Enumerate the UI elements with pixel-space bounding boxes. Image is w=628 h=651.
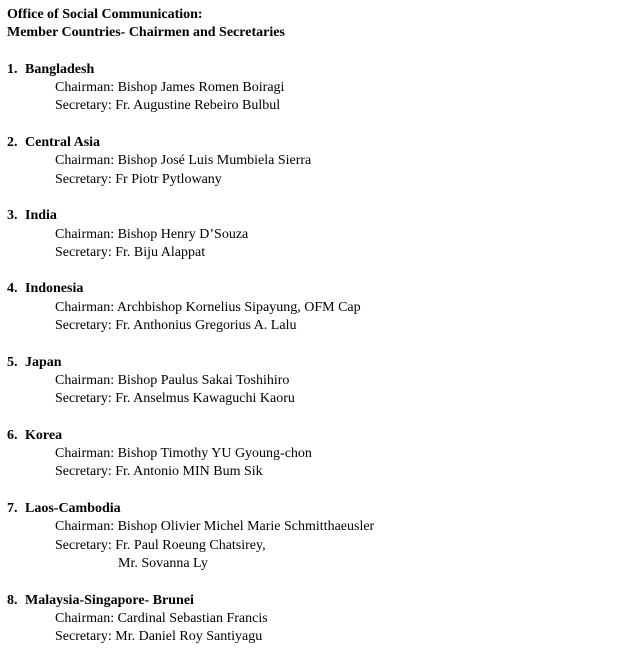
entry-number: 1. [7,61,18,77]
document-title [7,6,618,43]
entry-number: 7. [7,501,18,517]
entry-malaysia-singapore-brunei [7,592,618,647]
entry-country: Central Asia [25,135,101,151]
entry-heading [7,592,618,610]
secretary-line: Secretary: Fr Piotr Pytlowany [55,171,222,187]
chairman-line: Chairman: Bishop Paulus Sakai Toshihiro [55,372,290,388]
entry-korea [7,427,618,482]
entry-country: Bangladesh [25,61,95,77]
entry-country: Indonesia [25,281,84,297]
chairman-line: Chairman: Bishop Henry D’Souza [55,226,249,242]
secretary-line: Secretary: Fr. Augustine Rebeiro Bulbul [55,98,281,114]
chairman-line: Chairman: Archbishop Kornelius Sipayung, OFM Cap [55,299,361,315]
entry-country: India [25,208,57,224]
secretary-line: Secretary: Fr. Biju Alappat [55,244,206,260]
entry-number: 5. [7,354,18,370]
entry-country: Japan [25,354,62,370]
entry-heading [7,134,618,152]
entry-country: Laos-Cambodia [25,501,121,517]
secretary-line: Secretary: Fr. Antonio MIN Bum Sik [55,464,263,480]
chairman-line: Chairman: Bishop James Romen Boiragi [55,80,285,96]
entry-heading [7,354,618,372]
secretary-line: Secretary: Fr. Anthonius Gregorius A. Lalu [55,318,297,334]
chairman-line: Chairman: Cardinal Sebastian Francis [55,610,268,626]
secretary-line: Secretary: Fr. Anselmus Kawaguchi Kaoru [55,391,295,407]
entry-country: Malaysia-Singapore- Brunei [25,592,194,608]
entry-indonesia [7,280,618,335]
title-line-2: Member Countries- Chairmen and Secretaries [7,25,285,41]
title-line-1: Office of Social Communication: [7,7,203,22]
chairman-line: Chairman: Bishop Timothy YU Gyoung-chon [55,446,312,462]
entry-country: Korea [25,427,63,443]
entry-india [7,207,618,262]
entry-number: 2. [7,135,18,151]
entry-heading [7,280,618,298]
secretary-line: Secretary: Mr. Daniel Roy Santiyagu [55,629,263,645]
entry-japan [7,354,618,409]
chairman-line: Chairman: Bishop Olivier Michel Marie Schmitthaeusler [55,519,375,535]
entry-number: 8. [7,592,18,608]
entry-number: 4. [7,281,18,297]
entry-heading [7,500,618,518]
entry-bangladesh [7,61,618,116]
entry-number: 3. [7,208,18,224]
entry-number: 6. [7,427,18,443]
entry-heading [7,427,618,445]
entry-heading [7,61,618,79]
chairman-line: Chairman: Bishop José Luis Mumbiela Sierra [55,153,312,169]
entry-heading [7,207,618,225]
secretary-line-continuation: Mr. Sovanna Ly [118,555,208,571]
entry-laos-cambodia [7,500,618,573]
secretary-line: Secretary: Fr. Paul Roeung Chatsirey, [55,537,266,553]
entry-central-asia [7,134,618,189]
